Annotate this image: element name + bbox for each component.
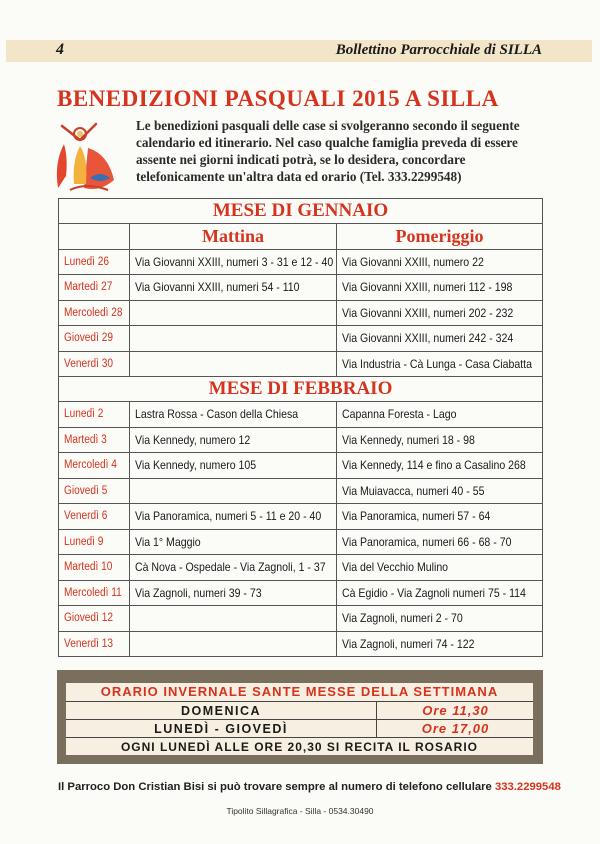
- mass-day-label: LUNEDÌ - GIOVEDÌ: [154, 722, 288, 736]
- afternoon-cell-text: Capanna Foresta - Lago: [342, 407, 457, 422]
- day-cell: [59, 555, 130, 581]
- day-cell-text: Giovedì 29: [64, 332, 113, 345]
- day-cell: [59, 453, 130, 479]
- afternoon-cell-text: Cà Egidio - Via Zagnoli numeri 75 - 114: [342, 585, 526, 600]
- day-cell-text: Mercoledì 28: [64, 306, 123, 319]
- morning-cell: [130, 300, 337, 326]
- afternoon-cell: [337, 427, 543, 453]
- day-cell: [59, 529, 130, 555]
- mass-schedule-title: ORARIO INVERNALE SANTE MESSE DELLA SETTIMANA: [100, 684, 499, 699]
- afternoon-cell: [337, 504, 543, 530]
- morning-cell-text: Via Zagnoli, numeri 39 - 73: [135, 585, 262, 600]
- day-cell: [59, 606, 130, 632]
- morning-cell: [130, 478, 337, 504]
- table-row: [59, 427, 543, 453]
- morning-cell: [130, 351, 337, 377]
- afternoon-cell: [337, 453, 543, 479]
- morning-cell: [130, 555, 337, 581]
- afternoon-cell: [337, 275, 543, 301]
- afternoon-cell: [337, 326, 543, 352]
- afternoon-cell-text: Via Giovanni XXIII, numeri 202 - 232: [342, 305, 514, 320]
- afternoon-cell-text: Via Panoramica, numeri 66 - 68 - 70: [342, 534, 512, 549]
- table-row: [59, 606, 543, 632]
- morning-cell: [130, 606, 337, 632]
- afternoon-cell: [337, 555, 543, 581]
- day-cell: [59, 427, 130, 453]
- afternoon-cell: [337, 631, 543, 657]
- table-row: [59, 555, 543, 581]
- day-cell-text: Giovedì 12: [64, 612, 113, 625]
- day-cell-text: Mercoledì 11: [64, 586, 122, 599]
- table-row: [59, 478, 543, 504]
- page-number: 4: [56, 41, 64, 58]
- mass-time: Ore 11,30: [376, 702, 534, 720]
- footer-text: Il Parroco Don Cristian Bisi si può trovare sempre al numero di telefono cellulare: [58, 781, 492, 793]
- afternoon-cell: [337, 402, 543, 428]
- afternoon-cell: [337, 300, 543, 326]
- morning-cell: [130, 402, 337, 428]
- morning-cell-text: Via 1° Maggio: [135, 534, 201, 549]
- day-cell-text: Lunedì 26: [64, 255, 110, 268]
- afternoon-cell-text: Via Zagnoli, numeri 74 - 122: [342, 636, 475, 651]
- morning-cell-text: Via Kennedy, numero 105: [135, 458, 257, 473]
- day-cell: [59, 478, 130, 504]
- bulletin-name: Bollettino Parrocchiale di SILLA: [335, 42, 542, 58]
- morning-cell: [130, 427, 337, 453]
- printer-credit: Tipolito Sillagrafica - Silla - 0534.30490: [226, 806, 374, 816]
- afternoon-cell: [337, 478, 543, 504]
- morning-cell: [130, 275, 337, 301]
- column-header-afternoon: Pomeriggio: [337, 224, 543, 250]
- afternoon-cell-text: Via Panoramica, numeri 57 - 64: [342, 509, 491, 524]
- morning-cell: [130, 631, 337, 657]
- day-cell-text: Giovedì 5: [64, 484, 108, 497]
- afternoon-cell-text: Via Muiavacca, numeri 40 - 55: [342, 483, 485, 498]
- day-cell-text: Martedì 27: [64, 281, 113, 294]
- morning-cell: [130, 326, 337, 352]
- morning-cell-text: Lastra Rossa - Cason della Chiesa: [135, 407, 299, 422]
- day-cell-text: Venerdì 30: [64, 357, 113, 370]
- day-cell-text: Venerdì 6: [64, 510, 108, 523]
- mass-row: [66, 701, 533, 720]
- mass-day-label: DOMENICA: [180, 704, 262, 718]
- afternoon-cell-text: Via del Vecchio Mulino: [342, 560, 449, 575]
- afternoon-cell-text: Via Giovanni XXIII, numeri 112 - 198: [342, 280, 513, 295]
- table-row: [59, 504, 543, 530]
- afternoon-cell: [337, 606, 543, 632]
- mass-row: [66, 719, 533, 738]
- table-row: [59, 453, 543, 479]
- afternoon-cell: [337, 249, 543, 275]
- table-row: [59, 580, 543, 606]
- day-cell: [59, 249, 130, 275]
- afternoon-cell-text: Via Kennedy, 114 e fino a Casalino 268: [342, 458, 526, 473]
- morning-cell-text: Via Giovanni XXIII, numeri 54 - 110: [135, 280, 300, 295]
- morning-cell: [130, 453, 337, 479]
- month-header-row: [59, 377, 543, 402]
- table-row: [59, 351, 543, 377]
- table-row: [59, 275, 543, 301]
- morning-cell: [130, 529, 337, 555]
- afternoon-cell-text: Via Industria - Cà Lunga - Casa Ciabatta: [342, 356, 532, 371]
- easter-risen-christ-icon: [50, 118, 122, 198]
- morning-cell: [130, 580, 337, 606]
- table-row: [59, 249, 543, 275]
- afternoon-cell: [337, 580, 543, 606]
- month-header-row: [59, 199, 543, 224]
- table-row: [59, 402, 543, 428]
- afternoon-cell-text: Via Giovanni XXIII, numeri 242 - 324: [342, 331, 514, 346]
- afternoon-cell-text: Via Kennedy, numeri 18 - 98: [342, 432, 475, 447]
- rosary-note-row: [66, 737, 533, 756]
- day-cell: [59, 351, 130, 377]
- column-header-row: [59, 224, 543, 250]
- intro-paragraph: Le benedizioni pasquali delle case si svolgeranno secondo il seguente calendario ed itinerario. Nel caso qualche famiglia preveda di essere assente nei giorni indicati potrà, se lo desidera, concordare telefonicamente un'altra data ed orario (Tel. 333.2299548): [136, 118, 520, 184]
- morning-cell-text: Via Kennedy, numero 12: [135, 432, 251, 447]
- page-title: BENEDIZIONI PASQUALI 2015 A SILLA: [57, 86, 499, 111]
- day-cell: [59, 326, 130, 352]
- afternoon-cell-text: Via Giovanni XXIII, numero 22: [342, 254, 484, 269]
- day-cell: [59, 504, 130, 530]
- afternoon-cell-text: Via Zagnoli, numeri 2 - 70: [342, 611, 463, 626]
- afternoon-cell: [337, 529, 543, 555]
- month-title: MESE DI FEBBRAIO: [59, 377, 543, 402]
- morning-cell: [130, 249, 337, 275]
- morning-cell: [130, 504, 337, 530]
- mass-time: Ore 17,00: [376, 720, 534, 738]
- column-header-day: [59, 224, 130, 250]
- day-cell-text: Martedì 10: [64, 561, 113, 574]
- month-title: MESE DI GENNAIO: [59, 199, 543, 224]
- morning-cell-text: Via Giovanni XXIII, numeri 3 - 31 e 12 - 40: [135, 254, 334, 269]
- day-cell: [59, 580, 130, 606]
- table-row: [59, 300, 543, 326]
- day-cell: [59, 275, 130, 301]
- column-header-morning: Mattina: [130, 224, 337, 250]
- day-cell-text: Lunedì 9: [64, 535, 104, 548]
- day-cell: [59, 402, 130, 428]
- table-row: [59, 631, 543, 657]
- footer-phone: 333.2299548: [494, 781, 561, 793]
- footer-note: [58, 781, 561, 793]
- mass-schedule-box: [66, 683, 533, 755]
- blessing-schedule-table: [58, 198, 543, 657]
- morning-cell-text: Via Panoramica, numeri 5 - 11 e 20 - 40: [135, 509, 322, 524]
- table-row: [59, 326, 543, 352]
- morning-cell-text: Cà Nova - Ospedale - Via Zagnoli, 1 - 37: [135, 560, 326, 575]
- day-cell-text: Mercoledì 4: [64, 459, 117, 472]
- day-cell-text: Venerdì 13: [64, 637, 113, 650]
- day-cell: [59, 300, 130, 326]
- day-cell-text: Lunedì 2: [64, 408, 104, 421]
- rosary-note: OGNI LUNEDÌ ALLE ORE 20,30 SI RECITA IL ROSARIO: [120, 740, 479, 754]
- day-cell: [59, 631, 130, 657]
- afternoon-cell: [337, 351, 543, 377]
- day-cell-text: Martedì 3: [64, 433, 107, 446]
- table-row: [59, 529, 543, 555]
